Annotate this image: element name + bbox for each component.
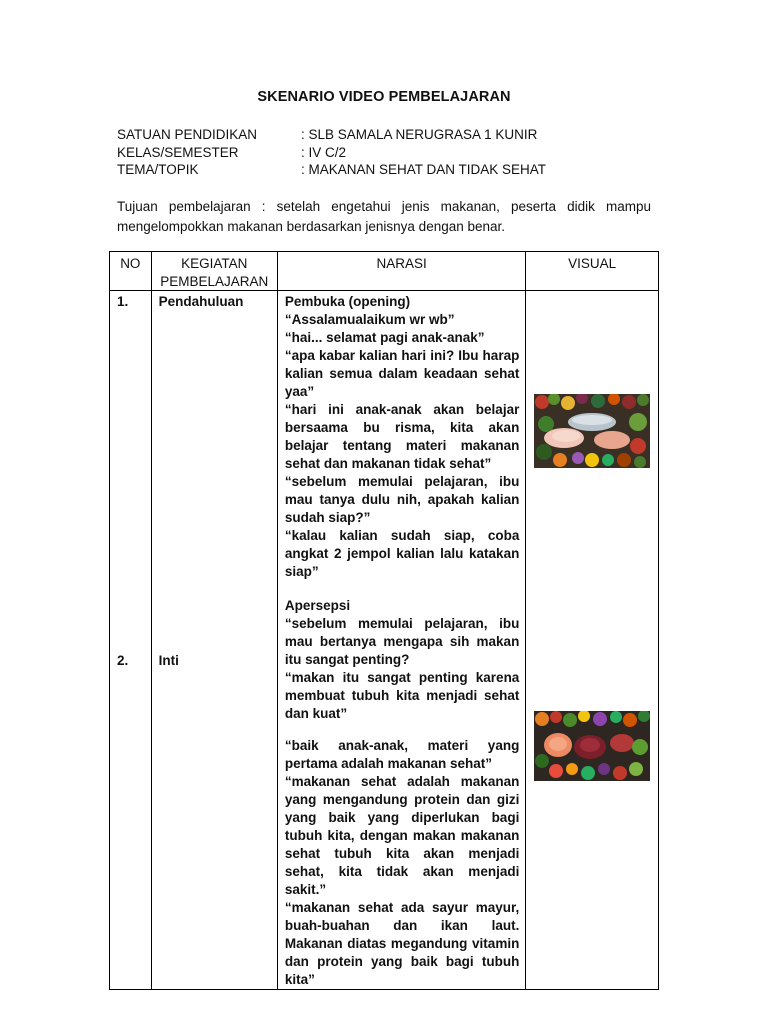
no-cell [110, 291, 152, 990]
narration-line: “Assalamualaikum wr wb” [284, 312, 455, 327]
meta-row-tema [117, 161, 546, 179]
narration-line: “sebelum memulai pelajaran, ibu mau tanya dulu nih, apakah kalian sudah siap?” [284, 474, 520, 525]
food-image-2 [534, 711, 650, 781]
meta-value: : MAKANAN SEHAT DAN TIDAK SEHAT [301, 162, 547, 177]
narration-line: “hai... selamat pagi anak-anak” [284, 330, 485, 345]
kegiatan-pendahuluan: Pendahuluan [158, 294, 244, 309]
table-header-row [110, 252, 659, 291]
header-no: NO [110, 252, 152, 291]
document-title: SKENARIO VIDEO PEMBELAJARAN [257, 89, 511, 105]
narration-line: “hari ini anak-anak akan belajar bersaama bu risma, kita akan belajar tentang materi makanan sehat dan makanan tidak sehat” [284, 402, 520, 471]
narration-line: “baik anak-anak, materi yang pertama adalah makanan sehat” [284, 738, 520, 771]
narration-line: “makanan sehat ada sayur mayur, buah-buahan dan ikan laut. Makanan diatas megandung vitamin dan protein yang baik bagi tubuh kita” [284, 900, 520, 987]
fresh-produce-photo [534, 711, 650, 781]
narration-text [285, 291, 519, 989]
narration-line: “apa kabar kalian hari ini? Ibu harap kalian semua dalam keadaan sehat yaa” [284, 348, 520, 399]
food-image-1 [534, 394, 650, 468]
kegiatan-cell [151, 291, 277, 990]
narration-line: Pembuka (opening) [284, 294, 411, 309]
kegiatan-inti: Inti [158, 653, 179, 668]
row-number-2: 2. [117, 653, 129, 668]
header-narasi: NARASI [277, 252, 525, 291]
visual-cell [526, 291, 659, 990]
meta-value: : SLB SAMALA NERUGRASA 1 KUNIR [301, 127, 538, 142]
narration-line: “makan itu sangat penting karena membuat tubuh kita menjadi sehat dan kuat” [284, 670, 520, 721]
meta-key: TEMA/TOPIK [117, 162, 199, 177]
narration-line: “sebelum memulai pelajaran, ibu mau bertanya mengapa sih makan itu sangat penting? [284, 616, 520, 667]
meta-key: KELAS/SEMESTER [117, 144, 239, 160]
table-row [110, 291, 659, 990]
row-number-1: 1. [117, 294, 129, 309]
spacer [285, 581, 519, 597]
healthy-food-photo [534, 394, 650, 468]
learning-purpose [117, 197, 651, 237]
document-meta [117, 126, 546, 179]
header-kegiatan: KEGIATAN PEMBELAJARAN [151, 252, 277, 291]
narration-line: “kalau kalian sudah siap, coba angkat 2 jempol kalian lalu katakan siap” [284, 528, 520, 579]
narasi-cell [277, 291, 525, 990]
meta-value: : IV C/2 [301, 144, 347, 160]
header-visual: VISUAL [526, 252, 659, 291]
spacer [285, 723, 519, 737]
narration-line: “makanan sehat adalah makanan yang mengandung protein dan gizi yang baik yang diperlukan bagi tubuh kita, dengan makan makanan sehat tubuh kita akan menjadi sehat, kita tidak akan menjadi sakit.” [284, 774, 520, 897]
scenario-table [109, 251, 659, 990]
meta-key: SATUAN PENDIDIKAN [117, 127, 258, 142]
meta-row-kelas [117, 144, 546, 162]
learning-purpose-text: Tujuan pembelajaran : setelah engetahui jenis makanan, peserta didik mampu mengelompokkan makanan berdasarkan jenisnya dengan benar. [117, 199, 651, 234]
meta-row-satuan [117, 126, 546, 144]
narration-line: Apersepsi [284, 598, 351, 613]
